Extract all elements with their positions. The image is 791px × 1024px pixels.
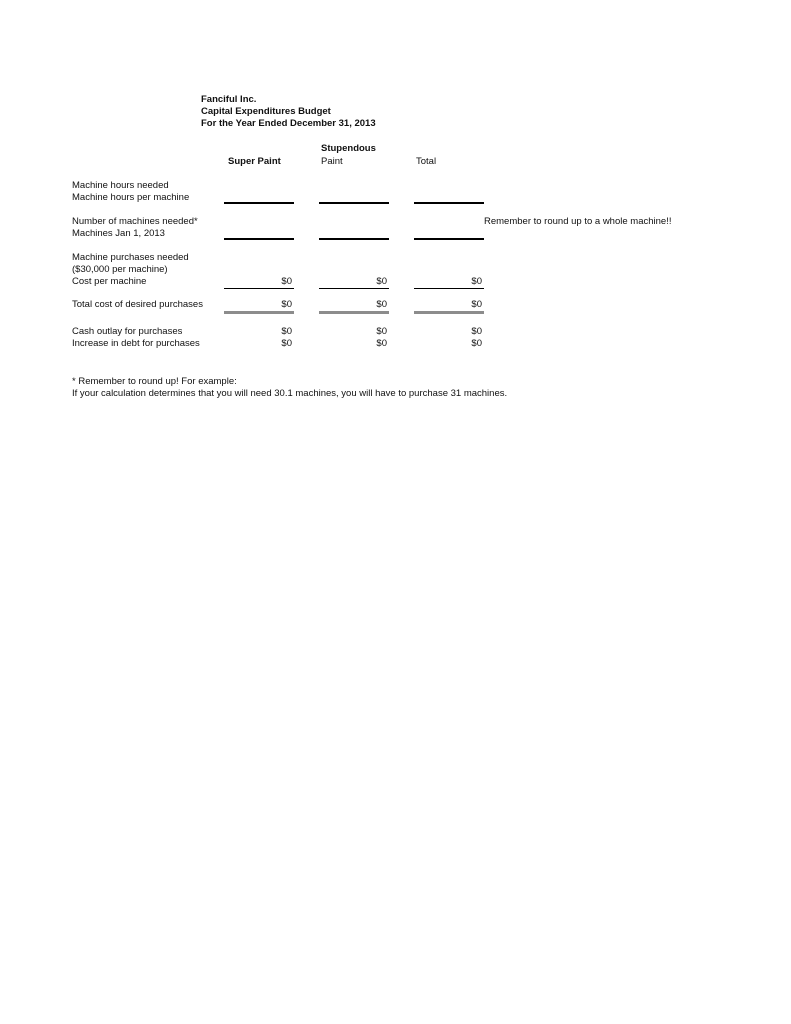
report-period: For the Year Ended December 31, 2013	[201, 118, 376, 129]
underline-cost-total	[414, 288, 484, 289]
underline-cost-stupendous	[319, 288, 389, 289]
value-cost-per-machine-stupendous: $0	[376, 276, 387, 287]
value-increase-debt-super-paint: $0	[281, 338, 292, 349]
value-cash-outlay-total: $0	[471, 326, 482, 337]
row-label-total-cost: Total cost of desired purchases	[72, 299, 203, 310]
value-cash-outlay-stupendous: $0	[376, 326, 387, 337]
company-name: Fanciful Inc.	[201, 94, 257, 105]
row-label-machines-needed: Number of machines needed*	[72, 216, 198, 227]
row-label-increase-debt: Increase in debt for purchases	[72, 338, 200, 349]
value-increase-debt-total: $0	[471, 338, 482, 349]
column-header-stupendous-paint: Paint	[321, 156, 343, 167]
value-cash-outlay-super-paint: $0	[281, 326, 292, 337]
column-header-super-paint: Super Paint	[228, 156, 281, 167]
input-underline-total-hours	[414, 202, 484, 204]
row-label-machines-jan1: Machines Jan 1, 2013	[72, 228, 165, 239]
input-underline-stupendous-hours	[319, 202, 389, 204]
row-label-machine-hours-needed: Machine hours needed	[72, 180, 169, 191]
underline-cost-super-paint	[224, 288, 294, 289]
row-label-machine-hours-per-machine: Machine hours per machine	[72, 192, 190, 203]
column-header-stupendous: Stupendous	[321, 143, 376, 154]
value-total-cost-stupendous: $0	[376, 299, 387, 310]
double-underline-super-paint	[224, 311, 294, 314]
input-underline-stupendous-machines	[319, 238, 389, 240]
double-underline-total	[414, 311, 484, 314]
report-title: Capital Expenditures Budget	[201, 106, 331, 117]
value-cost-per-machine-super-paint: $0	[281, 276, 292, 287]
row-label-per-machine-note: ($30,000 per machine)	[72, 264, 168, 275]
footnote-line-2: If your calculation determines that you will need 30.1 machines, you will have to purchase 31 machines.	[72, 388, 508, 399]
input-underline-total-machines	[414, 238, 484, 240]
row-label-cost-per-machine: Cost per machine	[72, 276, 147, 287]
row-label-cash-outlay: Cash outlay for purchases	[72, 326, 183, 337]
value-total-cost-super-paint: $0	[281, 299, 292, 310]
value-total-cost-total: $0	[471, 299, 482, 310]
side-note: Remember to round up to a whole machine!!	[484, 216, 672, 227]
footnote-line-1: * Remember to round up! For example:	[72, 376, 237, 387]
double-underline-stupendous	[319, 311, 389, 314]
input-underline-super-paint-hours	[224, 202, 294, 204]
row-label-machine-purchases-needed: Machine purchases needed	[72, 252, 189, 263]
column-header-total: Total	[416, 156, 437, 167]
input-underline-super-paint-machines	[224, 238, 294, 240]
value-increase-debt-stupendous: $0	[376, 338, 387, 349]
value-cost-per-machine-total: $0	[471, 276, 482, 287]
